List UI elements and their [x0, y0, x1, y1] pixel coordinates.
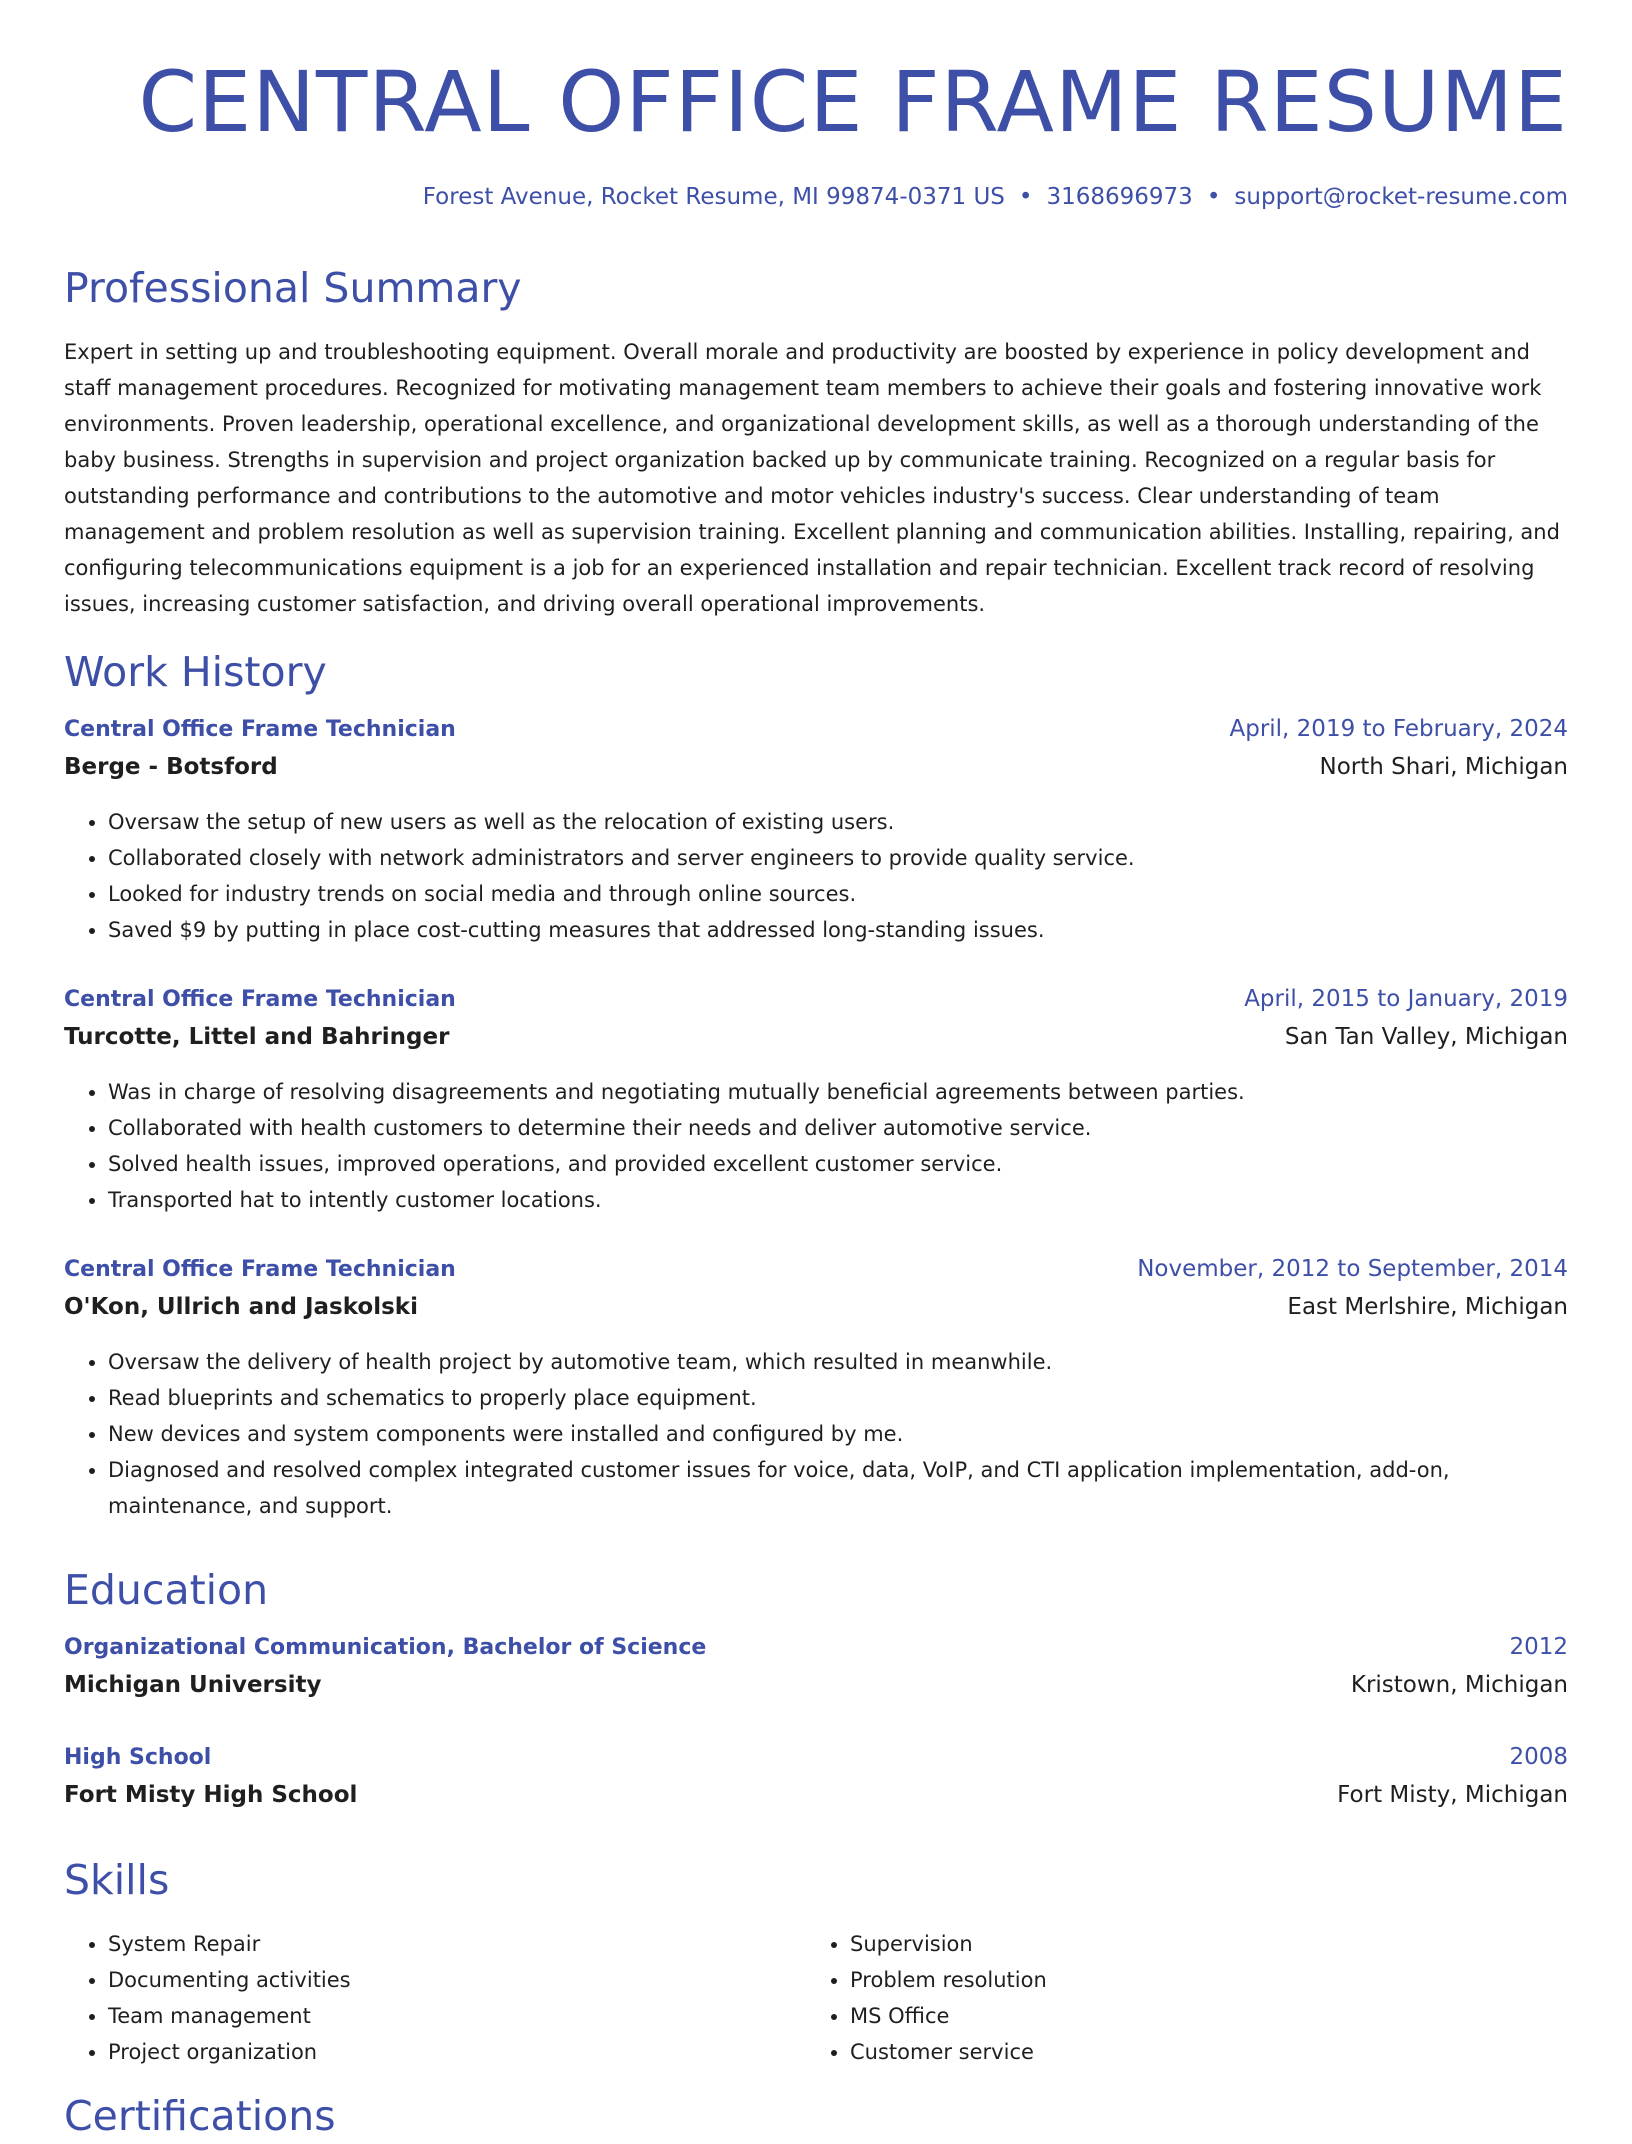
job-location: San Tan Valley, Michigan	[1284, 1024, 1568, 1050]
contact-line	[423, 180, 1568, 214]
job-bullet: • Oversaw the setup of new users as well as the relocation of existing users.	[108, 804, 1568, 840]
contact-address: Forest Avenue, Rocket Resume, MI 99874-0371 US	[422, 184, 1005, 210]
job-bullet: • Oversaw the delivery of health project by automotive team, which resulted in meanwhile.	[108, 1344, 1568, 1380]
job-title: Central Office Frame Technician	[64, 987, 456, 1012]
skill-item: • Customer service	[850, 2034, 1548, 2070]
skills-heading: Skills	[64, 1856, 170, 1904]
job-bullet: • Transported hat to intently customer locations.	[108, 1182, 1568, 1218]
job-bullets	[64, 1074, 1568, 1218]
skills-column-right	[806, 1926, 1548, 2070]
next-section-heading: Certifications	[64, 2092, 336, 2140]
skill-item: • Project organization	[108, 2034, 806, 2070]
school-name: Michigan University	[64, 1672, 322, 1698]
job-bullet: • Looked for industry trends on social media and through online sources.	[108, 876, 1568, 912]
resume-name: CENTRAL OFFICE FRAME RESUME	[138, 53, 1568, 151]
skill-item: • System Repair	[108, 1926, 806, 1962]
skills-column-left	[64, 1926, 806, 2070]
job-entry	[64, 1256, 1568, 1524]
education-heading: Education	[64, 1566, 269, 1614]
skill-item: • Problem resolution	[850, 1962, 1548, 1998]
summary-heading: Professional Summary	[64, 264, 522, 312]
contact-separator: •	[1018, 184, 1033, 210]
job-bullet: • Collaborated closely with network administrators and server engineers to provide quality service.	[108, 840, 1568, 876]
job-entry	[64, 716, 1568, 948]
skill-item: • Documenting activities	[108, 1962, 806, 1998]
job-dates: April, 2019 to February, 2024	[1229, 716, 1568, 742]
job-title: Central Office Frame Technician	[64, 1257, 456, 1282]
education-year: 2012	[1509, 1634, 1568, 1660]
job-dates: April, 2015 to January, 2019	[1244, 986, 1568, 1012]
education-entry	[64, 1634, 1568, 1710]
skill-item: • Team management	[108, 1998, 806, 2034]
resume-page	[64, 0, 1568, 2140]
contact-separator: •	[1206, 184, 1221, 210]
skills-list	[64, 1926, 1568, 2070]
degree-title: Organizational Communication, Bachelor of Science	[64, 1635, 707, 1660]
job-bullet: • Read blueprints and schematics to properly place equipment.	[108, 1380, 1568, 1416]
job-location: East Merlshire, Michigan	[1287, 1294, 1568, 1320]
job-bullet: • Was in charge of resolving disagreements and negotiating mutually beneficial agreements between parties.	[108, 1074, 1568, 1110]
job-bullet: • New devices and system components were installed and configured by me.	[108, 1416, 1568, 1452]
job-bullet: • Saved $9 by putting in place cost-cutting measures that addressed long-standing issues.	[108, 912, 1568, 948]
job-bullets	[64, 1344, 1568, 1524]
skill-item: • MS Office	[850, 1998, 1548, 2034]
job-company: Berge - Botsford	[64, 754, 278, 780]
education-year: 2008	[1509, 1744, 1568, 1770]
contact-email: support@rocket-resume.com	[1234, 184, 1568, 210]
work-history-heading: Work History	[64, 648, 327, 696]
school-name: Fort Misty High School	[64, 1782, 358, 1808]
job-dates: November, 2012 to September, 2014	[1137, 1256, 1568, 1282]
education-entry	[64, 1744, 1568, 1820]
degree-title: High School	[64, 1745, 212, 1770]
contact-phone: 3168696973	[1046, 184, 1193, 210]
job-title: Central Office Frame Technician	[64, 717, 456, 742]
job-location: North Shari, Michigan	[1319, 754, 1568, 780]
job-bullet: • Solved health issues, improved operations, and provided excellent customer service.	[108, 1146, 1568, 1182]
job-bullet: • Diagnosed and resolved complex integrated customer issues for voice, data, VoIP, and CTI application implementation, add-on, maintenance, and support.	[108, 1452, 1568, 1524]
job-company: O'Kon, Ullrich and Jaskolski	[64, 1294, 418, 1320]
school-location: Fort Misty, Michigan	[1337, 1782, 1568, 1808]
school-location: Kristown, Michigan	[1350, 1672, 1568, 1698]
skill-item: • Supervision	[850, 1926, 1548, 1962]
job-bullets	[64, 804, 1568, 948]
job-entry	[64, 986, 1568, 1218]
job-bullet: • Collaborated with health customers to determine their needs and deliver automotive service.	[108, 1110, 1568, 1146]
job-company: Turcotte, Littel and Bahringer	[64, 1024, 450, 1050]
summary-text: Expert in setting up and troubleshooting equipment. Overall morale and productivity are boosted by experience in policy development and staff management procedures. Recognized for motivating management team members to achieve their goals and fostering innovative work environments. Proven leadership, operational excellence, and organizational development skills, as well as a thorough understanding of the baby business. Strengths in supervision and project organization backed up by communicate training. Recognized on a regular basis for outstanding performance and contributions to the automotive and motor vehicles industry's success. Clear understanding of team management and problem resolution as well as supervision training. Excellent planning and communication abilities. Installing, repairing, and configuring telecommunications equipment is a job for an experienced installation and repair technician. Excellent track record of resolving issues, increasing customer satisfaction, and driving overall operational improvements.	[64, 340, 1560, 616]
